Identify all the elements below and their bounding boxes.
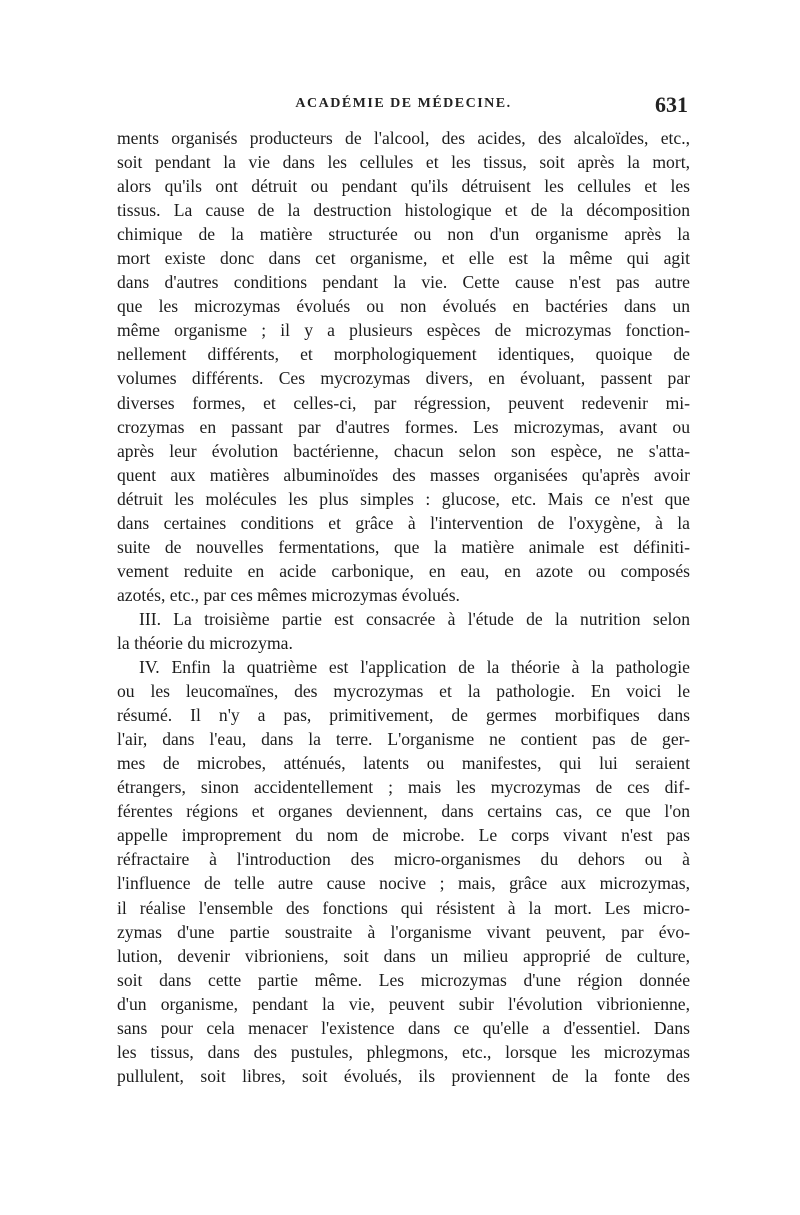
running-head-title: ACADÉMIE DE MÉDECINE. (295, 96, 512, 111)
text-line: dans d'autres conditions pendant la vie. Cette cause n'est pas autre (117, 272, 690, 293)
text-line: l'influence de telle autre cause nocive ; mais, grâce aux microzymas, (117, 873, 690, 894)
text-line: il réalise l'ensemble des fonctions qui résistent à la mort. Les micro- (117, 897, 690, 918)
text-line: sans pour cela menacer l'existence dans ce qu'elle a d'essentiel. Dans (117, 1017, 690, 1038)
text-line: zymas d'une partie soustraite à l'organisme vivant peuvent, par évo- (117, 921, 690, 942)
page-number: 631 (655, 92, 688, 117)
text-line: ments organisés producteurs de l'alcool, des acides, des alcaloïdes, etc., (117, 128, 690, 148)
text-line: détruit les molécules les plus simples : glucose, etc. Mais ce n'est que (117, 488, 690, 509)
text-line: quent aux matières albuminoïdes des masses organisées qu'après avoir (117, 464, 690, 485)
text-line: suite de nouvelles fermentations, que la matière animale est définiti- (117, 536, 690, 557)
text-line: résumé. Il n'y a pas, primitivement, de germes morbifiques dans (117, 705, 690, 726)
text-line: mes de microbes, atténués, latents ou manifestes, qui lui seraient (117, 753, 690, 774)
text-line: pullulent, soit libres, soit évolués, ils proviennent de la fonte des (117, 1065, 690, 1086)
text-line: les tissus, dans des pustules, phlegmons, etc., lorsque les microzymas (117, 1041, 690, 1062)
text-line: d'un organisme, pendant la vie, peuvent subir l'évolution vibrionienne, (117, 993, 690, 1014)
text-line: volumes différents. Ces mycrozymas divers, en évoluant, passent par (117, 368, 690, 389)
text-line: férentes régions et organes deviennent, dans certains cas, ce que l'on (117, 801, 690, 822)
text-line: que les microzymas évolués ou non évolués en bactéries dans un (117, 296, 690, 317)
text-line: étrangers, sinon accidentellement ; mais les mycrozymas de ces dif- (117, 777, 690, 798)
text-line: alors qu'ils ont détruit ou pendant qu'ils détruisent les cellules et les (117, 176, 690, 197)
body-text (117, 126, 690, 1088)
text-line: lution, devenir vibrioniens, soit dans un milieu approprié de culture, (117, 945, 690, 966)
text-line: soit pendant la vie dans les cellules et les tissus, soit après la mort, (117, 152, 690, 173)
paragraph-iii-start: III. La troisième partie est consacrée à l'étude de la nutrition selon (139, 608, 690, 629)
text-line: mort existe donc dans cet organisme, et elle est la même qui agit (117, 248, 690, 269)
text-line: tissus. La cause de la destruction histologique et de la décomposition (117, 200, 690, 221)
text-line: nellement différents, et morphologiquement identiques, quoique de (117, 344, 690, 365)
paragraph-iv-start: IV. Enfin la quatrième est l'application de la théorie à la pathologie (139, 657, 690, 678)
text-line-paragraph-end: azotés, etc., par ces mêmes microzymas évolués. (117, 584, 460, 605)
text-line: diverses formes, et celles-ci, par régression, peuvent redevenir mi- (117, 392, 690, 413)
text-line-paragraph-end: la théorie du microzyma. (117, 632, 293, 653)
text-line: dans certaines conditions et grâce à l'intervention de l'oxygène, à la (117, 512, 690, 533)
text-line: chimique de la matière structurée ou non d'un organisme après la (117, 224, 690, 245)
running-head (117, 92, 690, 120)
text-line: l'air, dans l'eau, dans la terre. L'organisme ne contient pas de ger- (117, 729, 690, 750)
text-line: même organisme ; il y a plusieurs espèces de microzymas fonction- (117, 320, 690, 341)
text-line: vement reduite en acide carbonique, en eau, en azote ou composés (117, 560, 690, 581)
text-line: soit dans cette partie même. Les microzymas d'une région donnée (117, 969, 690, 990)
text-line: appelle improprement du nom de microbe. Le corps vivant n'est pas (117, 825, 690, 846)
text-line: après leur évolution bactérienne, chacun selon son espèce, ne s'atta- (117, 440, 690, 461)
text-line: crozymas en passant par d'autres formes. Les microzymas, avant ou (117, 416, 690, 437)
text-line: réfractaire à l'introduction des micro-organismes du dehors ou à (117, 849, 690, 870)
text-line: ou les leucomaïnes, des mycrozymas et la pathologie. En voici le (117, 681, 690, 702)
